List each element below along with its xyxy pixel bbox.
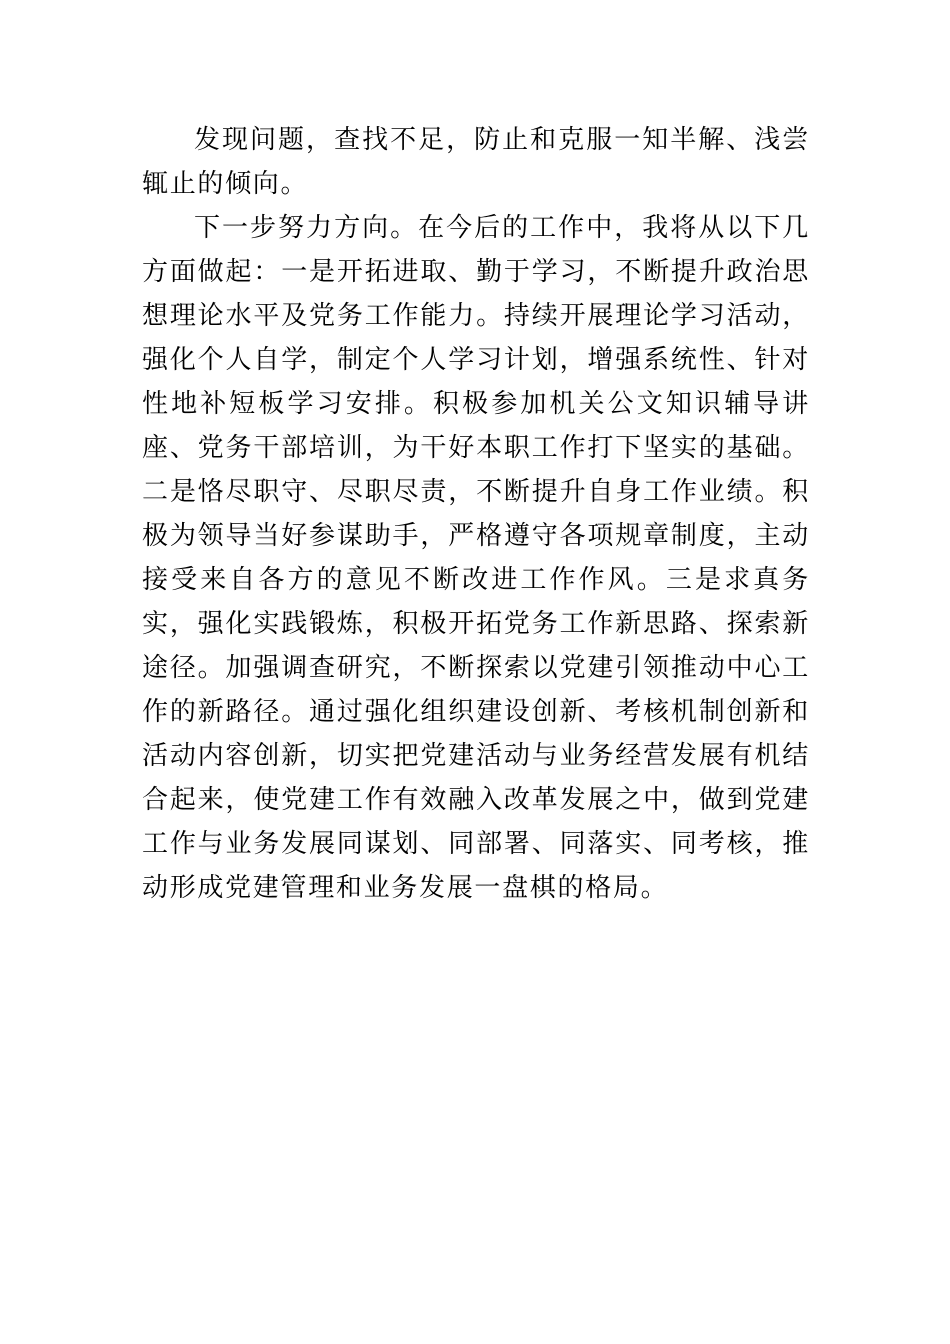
- paragraph-2: 下一步努力方向。在今后的工作中，我将从以下几方面做起：一是开拓进取、勤于学习，不断提升政治思想理论水平及党务工作能力。持续开展理论学习活动，强化个人自学，制定个人学习计划，增强系统性、针对性地补短板学习安排。积极参加机关公文知识辅导讲座、党务干部培训，为干好本职工作打下坚实的基础。二是恪尽职守、尽职尽责，不断提升自身工作业绩。积极为领导当好参谋助手，严格遵守各项规章制度，主动接受来自各方的意见不断改进工作作风。三是求真务实，强化实践锻炼，积极开拓党务工作新思路、探索新途径。加强调查研究，不断探索以党建引领推动中心工作的新路径。通过强化组织建设创新、考核机制创新和活动内容创新，切实把党建活动与业务经营发展有机结合起来，使党建工作有效融入改革发展之中，做到党建工作与业务发展同谋划、同部署、同落实、同考核，推动形成党建管理和业务发展一盘棋的格局。: [142, 213, 810, 903]
- document-body: [142, 118, 810, 910]
- paragraph-1: 发现问题，查找不足，防止和克服一知半解、浅尝辄止的倾向。: [142, 125, 810, 199]
